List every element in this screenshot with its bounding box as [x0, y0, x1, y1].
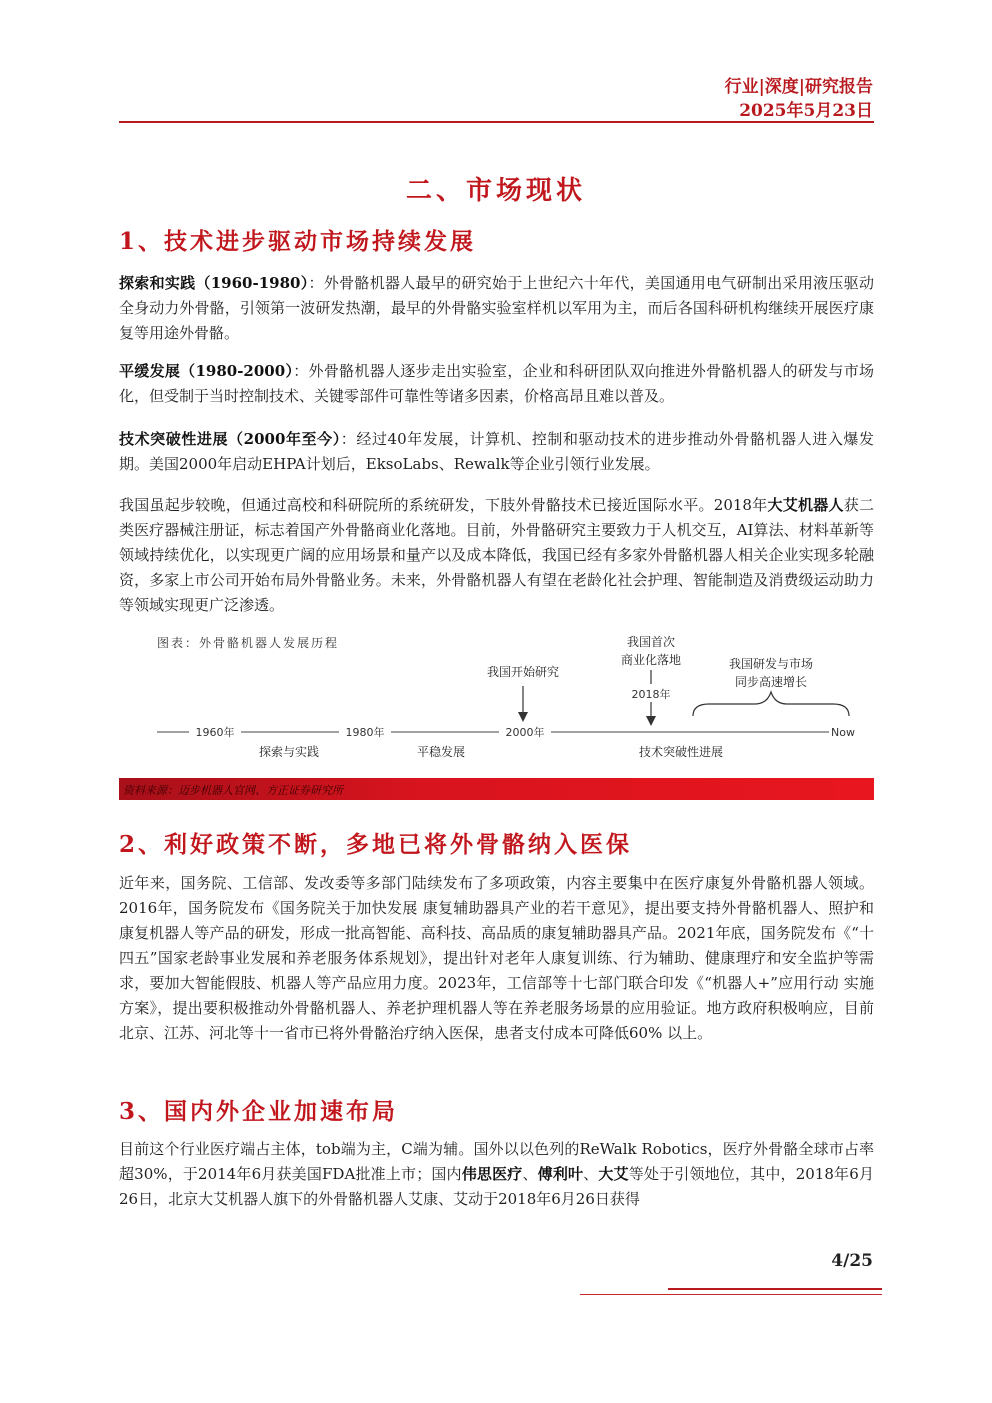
figure-source-bar — [119, 778, 874, 800]
timeline-figure — [119, 628, 874, 800]
paragraph-lead: 技术突破性进展（2000年至今） — [119, 430, 341, 448]
phase-exploration: 探索与实践 — [258, 745, 320, 759]
paragraph-slow-development — [119, 359, 874, 409]
paragraph-lead: 探索和实践（1960-1980） — [119, 274, 309, 292]
tick-now: Now — [831, 726, 855, 739]
paragraph-text: ：经过40年发展，计算机、控制和驱动技术的进步推动外骨骼机器人进入爆发期。美国2000年启动EHPA计划后，EksoLabs、Rewalk等企业引领行业发展。 — [119, 430, 875, 473]
tick-1980: 1980年 — [345, 726, 385, 739]
footer-divider — [668, 1288, 882, 1290]
callout-commercial-line2: 商业化落地 — [620, 653, 682, 667]
callout-sync-line2: 同步高速增长 — [734, 675, 808, 689]
footer-divider-thin — [580, 1294, 882, 1295]
phase-breakthrough: 技术突破性进展 — [638, 745, 724, 759]
section-title-1: 1、技术进步驱动市场持续发展 — [119, 228, 477, 255]
figure-title: 图表：外骨骼机器人发展历程 — [157, 636, 340, 650]
paragraph-text: 获二类医疗器械注册证，标志着国产外骨骼商业化落地。目前，外骨骼研究主要致力于人机交互，AI算法、材料革新等领域持续优化，以实现更广阔的应用场景和量产以及成本降低，我国已经有多家外骨骼机器人相关企业实现多轮融资，多家上市公司开始布局外骨骼业务。未来，外骨骼机器人有望在老龄化社会护理、智能制造及消费级运动助力等领域实现更广泛渗透。 — [119, 496, 874, 614]
report-date: 2025年5月23日 — [739, 101, 873, 121]
paragraph-china-progress — [119, 493, 874, 618]
tick-2000: 2000年 — [505, 726, 545, 739]
paragraph-text: 我国虽起步较晚，但通过高校和科研院所的系统研发，下肢外骨骼技术已接近国际水平。2018年 — [119, 496, 768, 514]
paragraph-policy: 近年来，国务院、工信部、发改委等多部门陆续发布了多项政策，内容主要集中在医疗康复外骨骼机器人领域。2016年，国务院发布《国务院关于加快发展 康复辅助器具产业的若干意见》，提出要支持外骨骼机器人、照护和康复机器人等产品的研发，形成一批高智能、高科技、高品质的康复辅助器具产品。2021年底，国务院发布《“十四五”国家老龄事业发展和养老服务体系规划》，提出针对老年人康复训练、行为辅助、健康理疗和安全监护等需求，要加大智能假肢、机器人等产品应用力度。2023年，工信部等十七部门联合印发《“机器人+”应用行动 实施方案》，提出要积极推动外骨骼机器人、养老护理机器人等在养老服务场景的应用验证。地方政府积极响应，目前北京、江苏、河北等十一省市已将外骨骼治疗纳入医保，患者支付成本可降低60% 以上。 — [119, 874, 874, 1042]
company-name: 傅利叶 — [537, 1165, 584, 1183]
paragraph-text: ：外骨骼机器人最早的研究始于上世纪六十年代，美国通用电气研制出采用液压驱动全身动力外骨骼，引领第一波研发热潮，最早的外骨骼实验室样机以军用为主，而后各国科研机构继续开展医疗康复等用途外骨骼。 — [119, 274, 874, 342]
separator: 、 — [583, 1165, 599, 1183]
figure-source: 资料来源：迈步机器人官网、方正证券研究所 — [123, 784, 343, 797]
phase-steady: 平稳发展 — [416, 745, 466, 759]
section-title-2: 2、利好政策不断，多地已将外骨骼纳入医保 — [119, 831, 633, 858]
header-divider — [119, 121, 874, 123]
paragraph-breakthrough — [119, 427, 874, 477]
callout-research-start: 我国开始研究 — [486, 665, 560, 679]
paragraph-exploration — [119, 271, 874, 346]
company-name: 大艾机器人 — [767, 496, 844, 514]
chapter-title: 二、市场现状 — [405, 176, 586, 206]
callout-commercial-line1: 我国首次 — [626, 635, 676, 649]
section-title-3: 3、国内外企业加速布局 — [119, 1098, 399, 1125]
paragraph-companies — [119, 1137, 874, 1212]
separator: 、 — [522, 1165, 538, 1183]
paragraph-lead: 平缓发展（1980-2000） — [119, 362, 294, 380]
arrowhead — [646, 716, 656, 726]
tick-1960: 1960年 — [195, 726, 235, 739]
company-name: 伟思医疗 — [461, 1165, 523, 1183]
paragraph-text: ：外骨骼机器人逐步走出实验室，企业和科研团队双向推进外骨骼机器人的研发与市场化，但受制于当时控制技术、关键零部件可靠性等诸多因素，价格高昂且难以普及。 — [119, 362, 874, 405]
paragraph-text: 目前这个行业医疗端占主体，tob端为主，C端为辅。国外以以色列的ReWalk Robotics，医疗外骨骼全球市占率超30%，于2014年6月获美国FDA批准上市；国内 — [119, 1140, 874, 1183]
callout-commercial-year: 2018年 — [631, 688, 671, 701]
page-number: 4/25 — [831, 1251, 873, 1271]
brace-sync-growth — [693, 692, 849, 716]
arrowhead — [518, 712, 528, 722]
callout-sync-line1: 我国研发与市场 — [728, 657, 814, 671]
company-name: 大艾 — [598, 1165, 629, 1183]
report-category: 行业|深度|研究报告 — [724, 77, 873, 97]
paragraph-text: 等处于引领地位，其中，2018年6月26日，北京大艾机器人旗下的外骨骼机器人艾康、艾动于2018年6月26日获得 — [119, 1165, 874, 1208]
